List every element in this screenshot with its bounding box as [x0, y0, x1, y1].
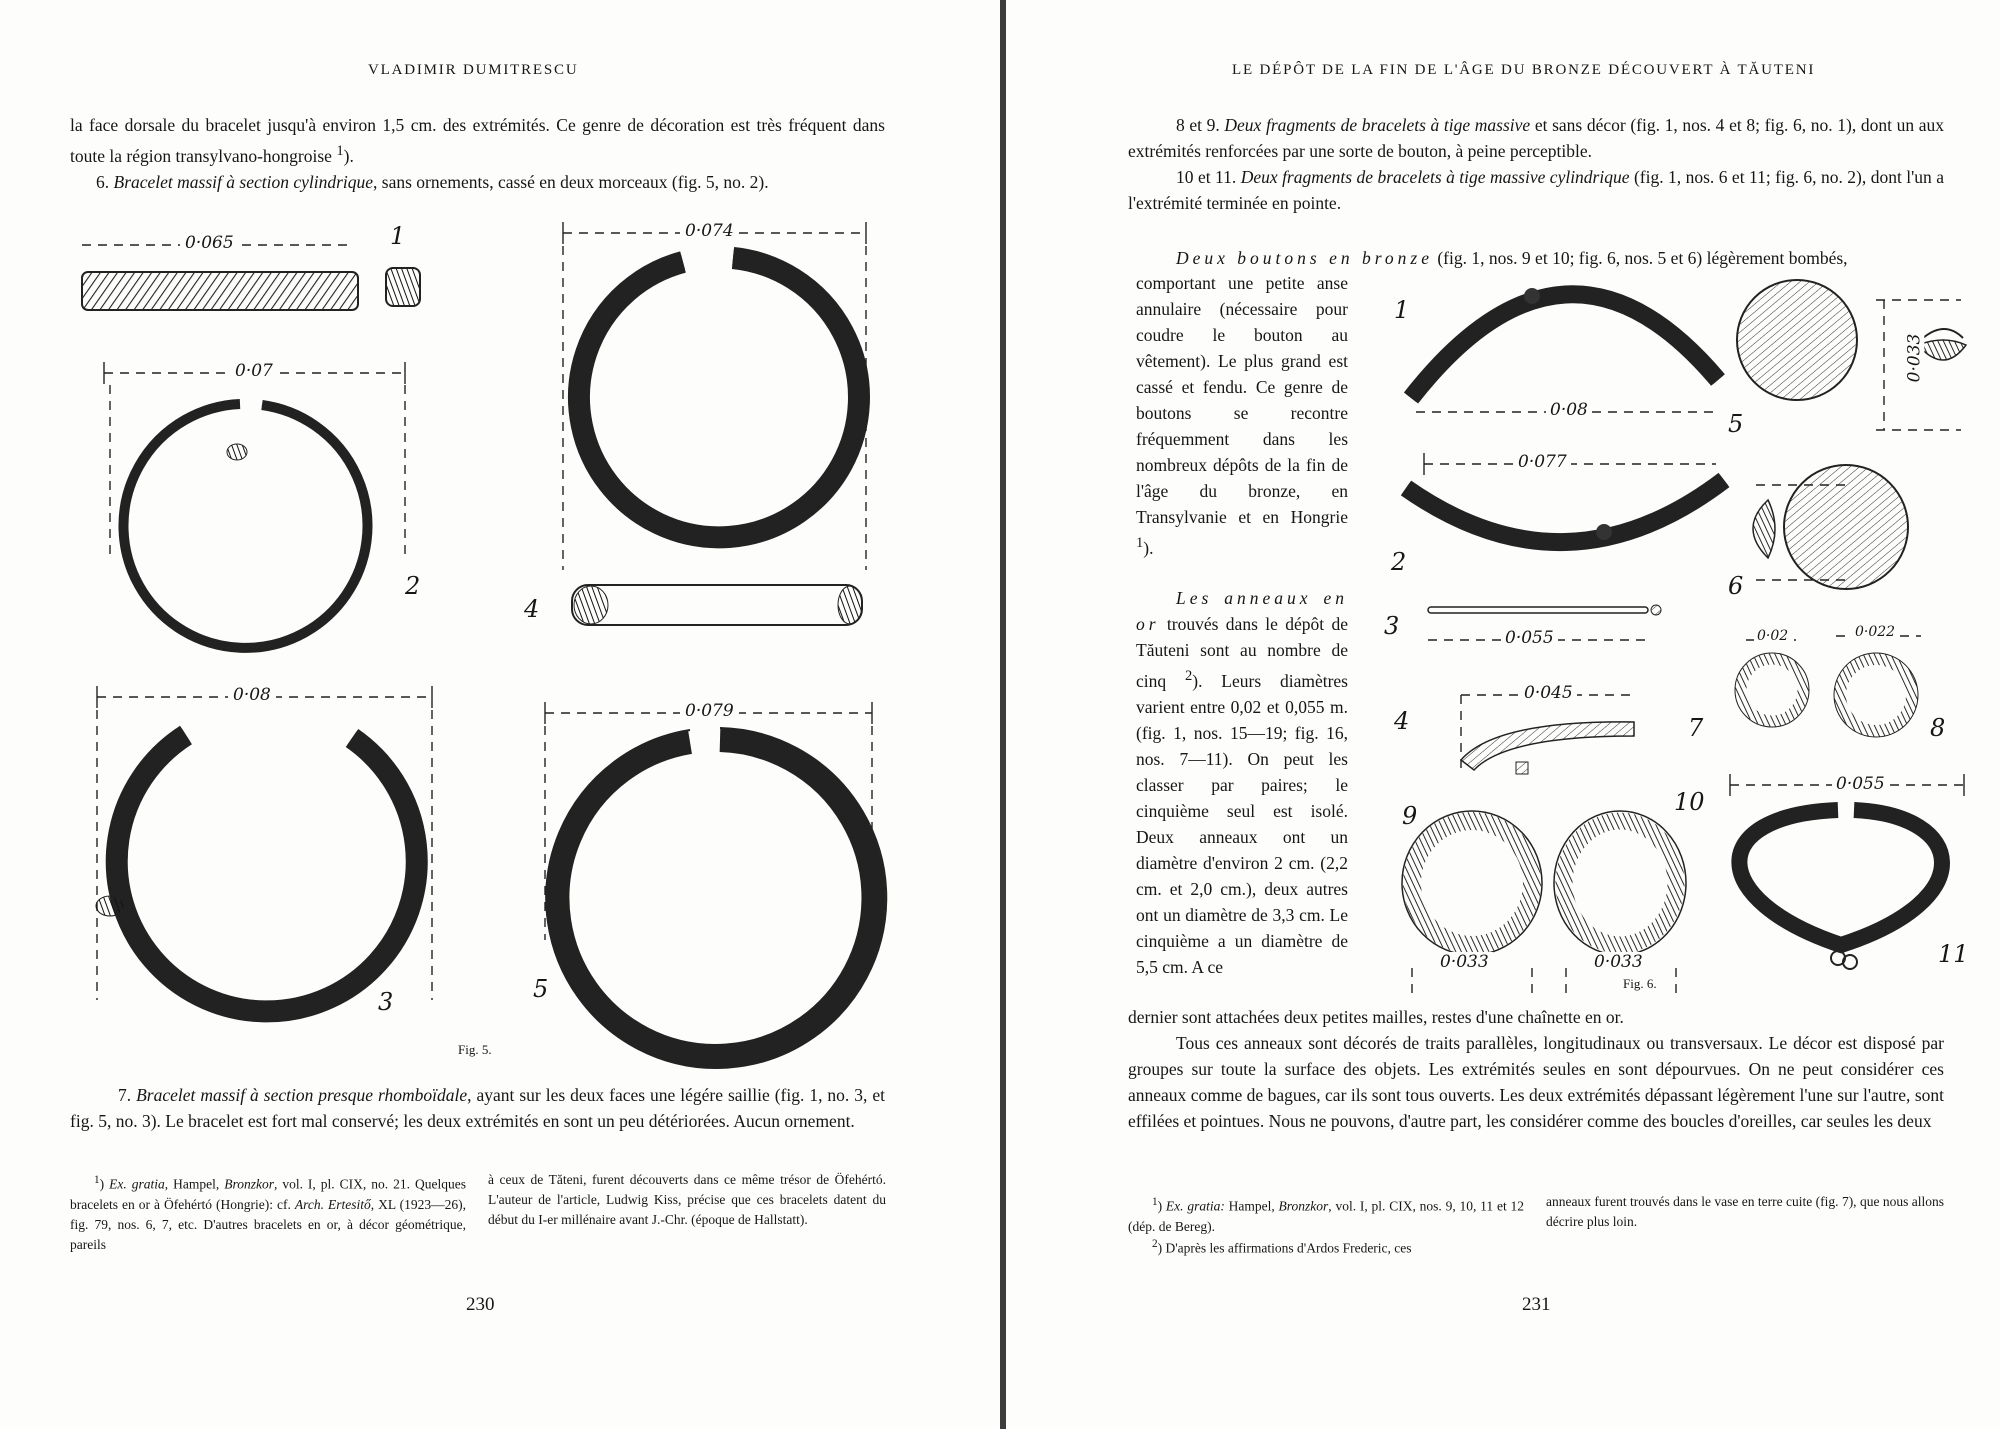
fig5-number-1: 1	[390, 222, 406, 250]
figure-6-caption: Fig. 6.	[1623, 976, 1657, 991]
paragraph-items-8-9: 8 et 9. Deux fragments de bracelets à tige massive et sans décor (fig. 1, nos. 4 et 8; fig. 6, no. 1), dont un aux extrémités renforcées par une sorte de bouton, à peine perceptible.	[1128, 115, 1944, 161]
paragraph-item-7: 7. Bracelet massif à section presque rhomboïdale, ayant sur les deux faces une légére saillie (fig. 1, no. 3, et fig. 5, no. 3). Le bracelet est fort mal conservé; les deux extrémités en sont un peu détériorées. Aucun ornement.	[70, 1085, 885, 1131]
button-5	[1737, 280, 1966, 430]
fig5-dim-1: 0·065	[180, 233, 239, 253]
fig6-dim-7: 0·02	[1754, 628, 1791, 644]
fig6-dim-11: 0·055	[1832, 774, 1889, 794]
fig5-dim-4: 0·074	[680, 221, 739, 241]
page-number-left: 230	[466, 1294, 495, 1315]
bracelet-2	[104, 362, 405, 648]
right-page	[1006, 0, 2000, 1429]
item-6: 6. Bracelet massif à section cylindrique, sans ornements, cassé en deux morceaux (fig. 5, no. 2).	[96, 171, 769, 192]
footnote-1-left: $^1$) Ex. gratia, Hampel, Bronzkor, vol. I, pl. CIX, no. 21. Quelques bracelets en or à Öfehértó (Hongrie): cf. Arch. Ertesitő, XL (1923—26), fig. 79, nos. 6, 7, etc. D'autres bracelets en or, à décor géométrique, pareils	[70, 1174, 466, 1252]
running-head-right: LE DÉPÔT DE LA FIN DE L'ÂGE DU BRONZE DÉCOUVERT À TĂUTENI	[1232, 62, 1816, 78]
bracelet-1	[82, 245, 420, 310]
fig6-number-6: 6	[1728, 572, 1744, 600]
fig5-number-5: 5	[533, 975, 549, 1003]
fig6-dim-3: 0·055	[1501, 628, 1558, 648]
fig6-number-9: 9	[1402, 802, 1418, 830]
fig5-dim-3: 0·08	[228, 685, 276, 705]
fig6-dim-4: 0·045	[1520, 683, 1577, 703]
fig6-dim-9: 0·033	[1436, 952, 1493, 972]
footnote-2-right: $^2$) D'après les affirmations d'Ardos Frederic, ces	[1152, 1238, 1412, 1256]
fig6-dim-5: 0·033	[1904, 330, 1924, 387]
ring-11	[1730, 774, 1964, 969]
fig6-number-4: 4	[1394, 707, 1410, 735]
fragment-4	[1461, 695, 1636, 774]
footnote-1-continuation: à ceux de Tăteni, furent découverts dans ce même trésor de Öfehértó. L'auteur de l'article, Ludwig Kiss, précise que ces bracelets datent du début du I-er millénaire avant J.-Chr. (époque de Hallstatt).	[488, 1172, 886, 1227]
paragraph-boutons: comportant une petite anse annulaire (nécessaire pour coudre le bouton au vêtement). Le plus grand est cassé et fendu. Ce genre de boutons se recontre fréquemment dans les nombreux dépôts de la fin de l'âge du bronze, en Transylvanie et en Hongrie $^1$).	[1136, 273, 1348, 558]
bracelet-5	[545, 702, 886, 1068]
footnote-1-right: $^1$) Ex. gratia: Hampel, Bronzkor, vol. I, pl. CIX, nos. 9, 10, 11 et 12 (dép. de Bereg).	[1128, 1196, 1524, 1234]
footnote-2-continuation: anneaux furent trouvés dans le vase en terre cuite (fig. 7), que nous allons décrire plus loin.	[1546, 1194, 1944, 1229]
footnote-ref[interactable]: 1	[336, 143, 344, 159]
fig5-number-2: 2	[405, 572, 421, 600]
fig6-number-3: 3	[1384, 612, 1400, 640]
fig6-dim-1: 0·08	[1546, 400, 1592, 420]
fig6-number-2: 2	[1391, 548, 1407, 576]
paragraph-anneaux: Les anneaux en or trouvés dans le dépôt de Tăuteni sont au nombre de cinq $^2$). Leurs diamètres varient entre 0,02 et 0,055 m. (fig. 1, nos. 15—19; fig. 16, nos. 7—11). On peut les classer par paires; le cinquième seul est isolé. Deux anneaux ont un diamètre d'environ 2 cm. (2,2 cm. et 2,0 cm.), deux autres ont un diamètre de 3,3 cm. Le cinquième a un diamètre de 5,5 cm. A ce	[1136, 588, 1348, 977]
paragraph-items-10-11: 10 et 11. Deux fragments de bracelets à tige massive cylindrique (fig. 1, nos. 6 et 11; fig. 6, no. 2), dont l'un a l'extrémité terminée en pointe.	[1128, 167, 1944, 213]
fig5-number-4: 4	[524, 595, 540, 623]
bracelet-4	[563, 222, 866, 625]
ring-8	[1834, 636, 1921, 737]
fig5-number-3: 3	[378, 988, 394, 1016]
fragment-1	[1411, 288, 1718, 412]
fig5-dim-2: 0·07	[230, 361, 278, 381]
paragraph-tous: Tous ces anneaux sont décorés de traits parallèles, longitudinaux ou transversaux. Le décor est disposé par groupes sur toute la surface des objets. Les extrémités seules en sont dépourvues. On ne peut considérer ces anneaux comme de bagues, car ils sont tous ouverts. Les deux extrémités dépassant légèrement l'une sur l'autre, sont effilées et pointues. Nous ne pouvons, d'autre part, les considérer comme des boucles d'oreilles, car seules les deux	[1128, 1033, 1944, 1131]
running-head-left: VLADIMIR DUMITRESCU	[368, 62, 579, 78]
figure-6-drawing	[1006, 0, 2000, 1000]
paragraph-boutons-head: Deux boutons en bronze (fig. 1, nos. 9 et 10; fig. 6, nos. 5 et 6) légèrement bombés,	[1176, 248, 1848, 268]
fig6-number-11: 11	[1938, 940, 1969, 968]
button-6	[1753, 465, 1908, 589]
figure-5-caption: Fig. 5.	[458, 1042, 492, 1057]
fig6-number-8: 8	[1930, 714, 1946, 742]
fig6-number-5: 5	[1728, 410, 1744, 438]
figure-5-drawing	[0, 0, 1000, 1100]
fig6-dim-8: 0·022	[1852, 624, 1898, 640]
page-number-right: 231	[1522, 1294, 1551, 1315]
fig6-number-7: 7	[1688, 714, 1704, 742]
fig5-dim-5: 0·079	[680, 701, 739, 721]
fig6-number-10: 10	[1674, 788, 1705, 816]
paragraph-intro: la face dorsale du bracelet jusqu'à environ 1,5 cm. des extrémités. Ce genre de décoration est très fréquent dans toute la région transylvano-hongroise $^1$). 6. Bracelet massif à section cylindrique, sans ornements, cassé en deux morceaux (fig. 5, no. 2).	[70, 115, 885, 192]
fig6-dim-10: 0·033	[1590, 952, 1647, 972]
ring-7	[1735, 640, 1809, 727]
fig6-number-1: 1	[1394, 296, 1410, 324]
fig6-dim-2: 0·077	[1514, 452, 1571, 472]
paragraph-anneaux-end: dernier sont attachées deux petites mailles, restes d'une chaînette en or.	[1128, 1007, 1624, 1027]
bracelet-3	[96, 686, 432, 1011]
